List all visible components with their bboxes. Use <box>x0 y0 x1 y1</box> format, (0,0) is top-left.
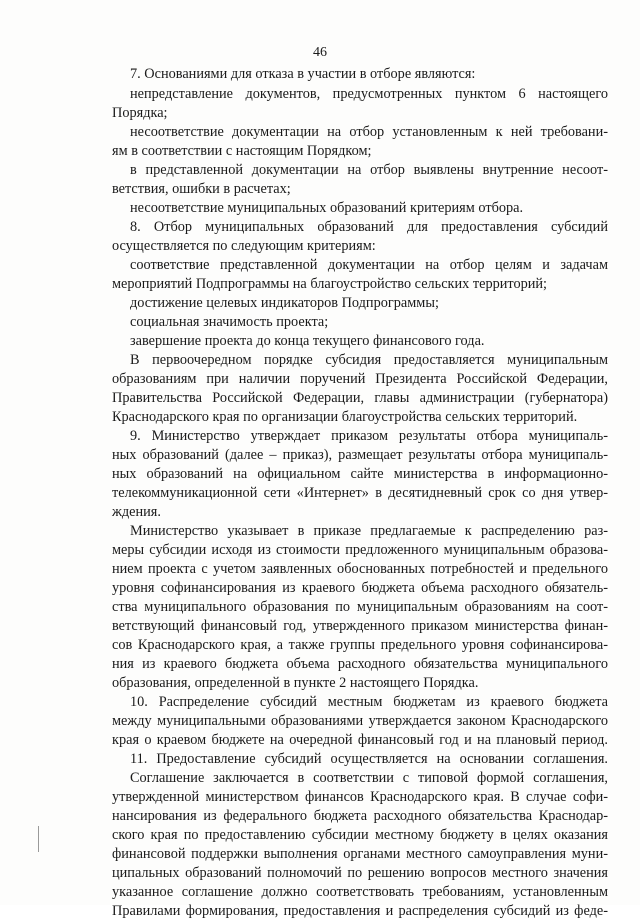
text-line: 11. Предоставление субсидий осуществляется на основании соглашения. <box>130 751 608 767</box>
text-line: меры субсидии исходя из стоимости предложенного муниципальным образова- <box>112 542 608 558</box>
text-line: нием проекта с учетом заявленных обоснованных потребностей и предельного <box>112 561 608 577</box>
text-line: непредставление документов, предусмотренных пунктом 6 настоящего <box>130 86 608 102</box>
text-line: Соглашение заключается в соответствии с типовой формой соглашения, <box>130 770 608 786</box>
text-line: телекоммуникационной сети «Интернет» в десятидневный срок со дня утвер- <box>112 485 608 501</box>
text-line: несоответствие документации на отбор установленным к ней требовани- <box>130 124 608 140</box>
page-number: 46 <box>313 45 327 60</box>
text-line: в представленной документации на отбор выявлены внутренние несоот- <box>130 162 608 178</box>
text-line: края о краевом бюджете на очередной финансовый год и на плановый период. <box>112 732 608 748</box>
text-line: 10. Распределение субсидий местным бюджетам из краевого бюджета <box>130 694 608 710</box>
text-line: ства муниципального образования по муниципальным образованиям на соот- <box>112 599 608 615</box>
text-line: ждения. <box>112 504 161 520</box>
scan-artifact <box>38 826 39 852</box>
text-line: осуществляется по следующим критериям: <box>112 238 376 254</box>
text-line: ветствующий финансовый год, утвержденного приказом министерства финан- <box>112 618 608 634</box>
text-line: ципальных образований полномочий по решению вопросов местного значения <box>112 865 608 881</box>
text-line: ского края по предоставлению субсидии местному бюджету в целях оказания <box>112 827 608 843</box>
text-line: достижение целевых индикаторов Подпрограммы; <box>130 295 439 311</box>
text-line: социальная значимость проекта; <box>130 314 329 330</box>
text-line: нансирования из федерального бюджета расходного обязательства Краснодар- <box>112 808 608 824</box>
text-line: финансовой поддержки выполнения органами местного самоуправления муни- <box>112 846 608 862</box>
text-line: несоответствие муниципальных образований критериям отбора. <box>130 200 524 216</box>
text-line: ветствия, ошибки в расчетах; <box>112 181 291 197</box>
text-line: ных образований (далее – приказ), размещает результаты отбора муниципаль- <box>112 447 608 463</box>
text-line: ных образований на официальном сайте министерства в информационно- <box>112 466 608 482</box>
text-line: завершение проекта до конца текущего финансового года. <box>130 333 485 349</box>
text-line: между муниципальными образованиями утверждается законом Краснодарского <box>112 713 608 729</box>
text-line: сов Краснодарского края, а также группы предельного уровня софинансирова- <box>112 637 608 653</box>
text-line: соответствие представленной документации на отбор целям и задачам <box>130 257 608 273</box>
text-line: указанное соглашение должно соответствовать требованиям, установленным <box>112 884 608 900</box>
text-line: В первоочередном порядке субсидия предоставляется муниципальным <box>130 352 608 368</box>
text-line: Краснодарского края по организации благоустройства сельских территорий. <box>112 409 578 425</box>
text-line: мероприятий Подпрограммы на благоустройство сельских территорий; <box>112 276 548 292</box>
text-line: образованиям при наличии поручений Президента Российской Федерации, <box>112 371 608 387</box>
text-line: образования, определенной в пункте 2 настоящего Порядка. <box>112 675 479 691</box>
text-line: Министерство указывает в приказе предлагаемые к распределению раз- <box>130 523 608 539</box>
text-line: Правительства Российской Федерации, главы администрации (губернатора) <box>112 390 608 406</box>
text-line: ям в соответствии с настоящим Порядком; <box>112 143 372 159</box>
text-line: Порядка; <box>112 105 168 121</box>
text-line: 9. Министерство утверждает приказом результаты отбора муниципаль- <box>130 428 608 444</box>
text-line: ния из краевого бюджета объема расходного обязательства муниципального <box>112 656 608 672</box>
text-line: утвержденной министерством финансов Краснодарского края. В случае софи- <box>112 789 608 805</box>
text-line: 8. Отбор муниципальных образований для предоставления субсидий <box>130 219 608 235</box>
text-line: 7. Основаниями для отказа в участии в отборе являются: <box>130 66 476 82</box>
text-line: уровня софинансирования из краевого бюджета объема расходного обязатель- <box>112 580 608 596</box>
text-line: Правилами формирования, предоставления и распределения субсидий из феде- <box>112 903 608 919</box>
